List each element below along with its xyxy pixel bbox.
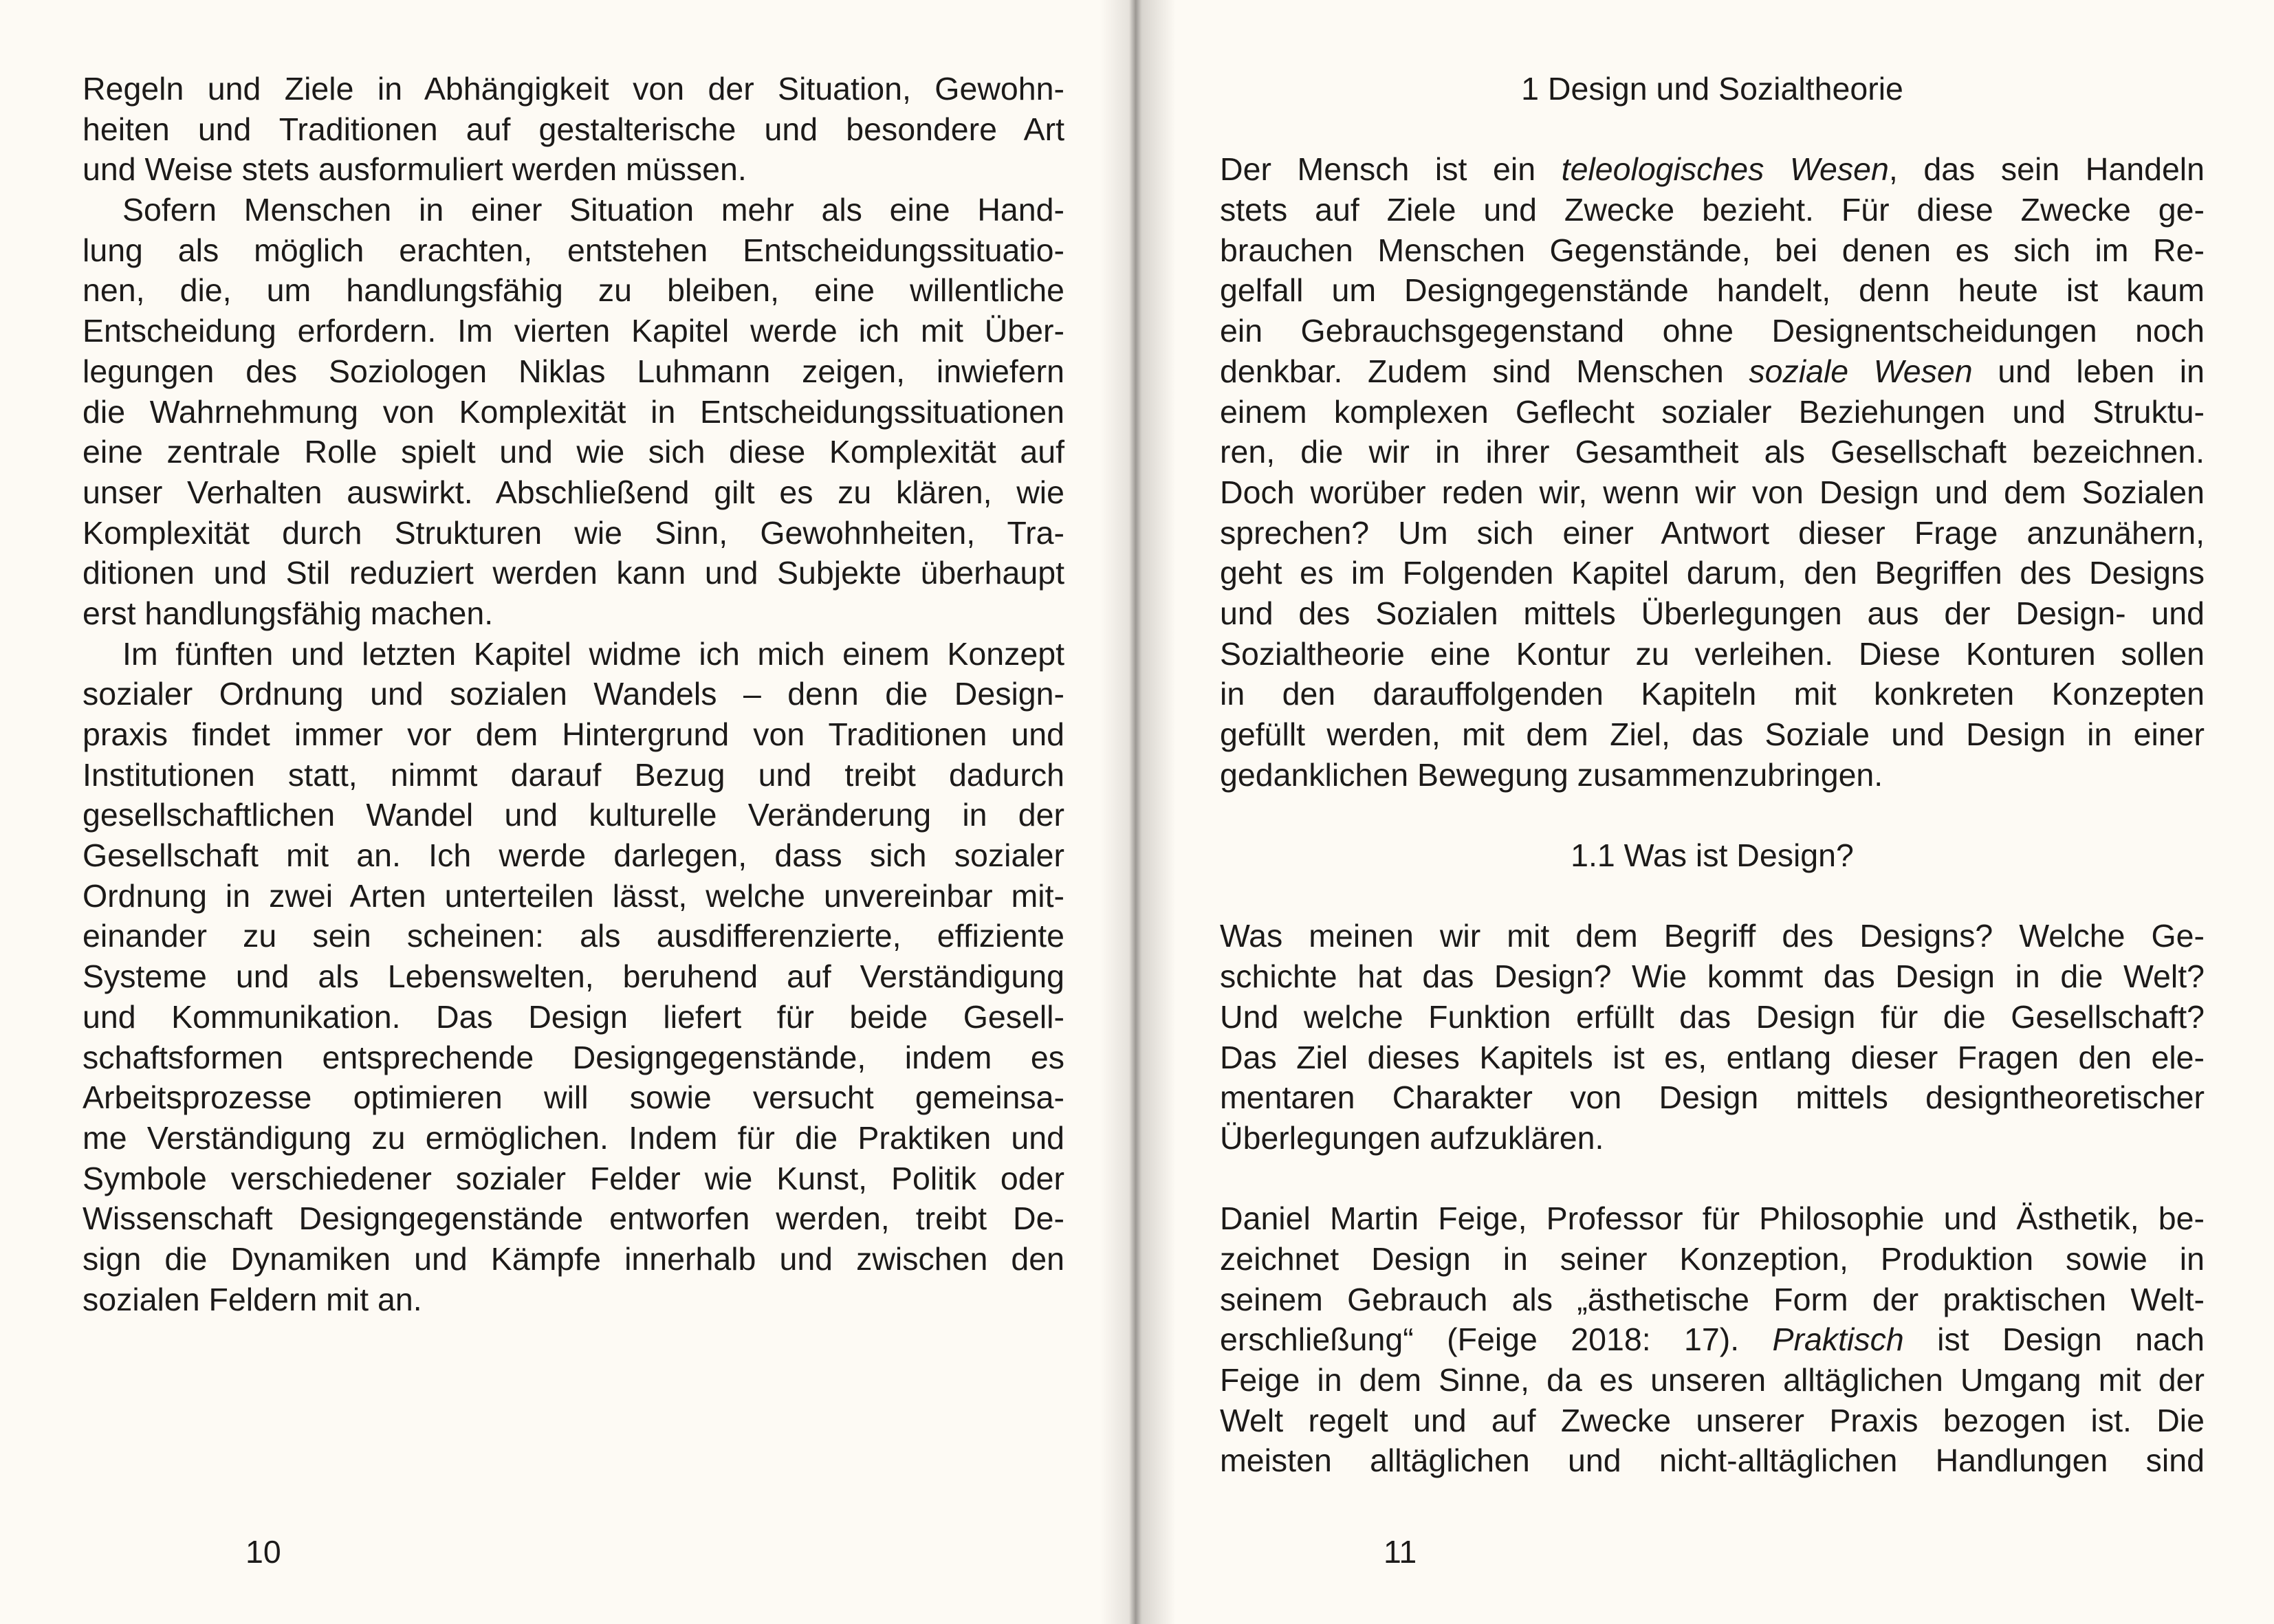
body-line: me Verständigung zu ermöglichen. Indem für die Praktiken und bbox=[83, 1119, 1064, 1156]
body-line: sozialer Ordnung und sozialen Wandels – denn die Design- bbox=[83, 676, 1064, 712]
body-line: Welt regelt und auf Zwecke unserer Praxis bezogen ist. Die bbox=[1220, 1402, 2205, 1438]
body-line: lung als möglich erachten, entstehen Entscheidungssituatio- bbox=[83, 232, 1064, 268]
body-line: schaftsformen entsprechende Designgegenstände, indem es bbox=[83, 1039, 1064, 1075]
body-line: Überlegungen aufzuklären. bbox=[1220, 1119, 1604, 1156]
body-line: Sofern Menschen in einer Situation mehr als eine Hand- bbox=[122, 192, 1064, 228]
body-line: Systeme und als Lebenswelten, beruhend auf Verständigung bbox=[83, 958, 1064, 995]
body-line: ditionen und Stil reduziert werden kann und Subjekte überhaupt bbox=[83, 555, 1064, 591]
body-line: und des Sozialen mittels Überlegungen aus der Design- und bbox=[1220, 595, 2205, 631]
body-line: Und welche Funktion erfüllt das Design für die Gesellschaft? bbox=[1220, 998, 2205, 1035]
body-line: Sozialtheorie eine Kontur zu verleihen. Diese Konturen sollen bbox=[1220, 635, 2205, 672]
body-line: Komplexität durch Strukturen wie Sinn, Gewohnheiten, Tra- bbox=[83, 514, 1064, 551]
body-line: die Wahrnehmung von Komplexität in Entscheidungssituationen bbox=[83, 393, 1064, 430]
body-line: und Kommunikation. Das Design liefert für beide Gesell- bbox=[83, 998, 1064, 1035]
body-line: Institutionen statt, nimmt darauf Bezug und treibt dadurch bbox=[83, 756, 1064, 793]
body-line: meisten alltäglichen und nicht-alltäglichen Handlungen sind bbox=[1220, 1442, 2205, 1479]
body-line: geht es im Folgenden Kapitel darum, den Begriffen des Designs bbox=[1220, 555, 2205, 591]
page-number: 11 bbox=[1384, 1534, 1417, 1570]
body-line: schichte hat das Design? Wie kommt das Design in die Welt? bbox=[1220, 958, 2205, 995]
body-line: zeichnet Design in seiner Konzeption, Produktion sowie in bbox=[1220, 1240, 2205, 1277]
body-line: erschließung“ (Feige 2018: 17). Praktisch ist Design nach bbox=[1220, 1321, 2205, 1358]
body-line: erst handlungsfähig machen. bbox=[83, 595, 494, 631]
body-line: Das Ziel dieses Kapitels ist es, entlang dieser Fragen den ele- bbox=[1220, 1039, 2205, 1075]
right-page-body bbox=[1220, 69, 2205, 1481]
body-line: Ordnung in zwei Arten unterteilen lässt, welche unvereinbar mit- bbox=[83, 877, 1064, 914]
body-line: Feige in dem Sinne, da es unseren alltäglichen Umgang mit der bbox=[1220, 1362, 2205, 1398]
body-line: nen, die, um handlungsfähig zu bleiben, eine willentliche bbox=[83, 272, 1064, 309]
body-line: in den darauffolgenden Kapiteln mit konkreten Konzepten bbox=[1220, 676, 2205, 712]
left-page-body bbox=[83, 69, 1064, 1319]
emphasis: Praktisch bbox=[1772, 1321, 1904, 1358]
page-number: 10 bbox=[245, 1534, 281, 1570]
body-line: eine zentrale Rolle spielt und wie sich diese Komplexität auf bbox=[83, 434, 1064, 470]
body-line: Entscheidung erfordern. Im vierten Kapitel werde ich mit Über- bbox=[83, 313, 1064, 349]
body-line: gedanklichen Bewegung zusammenzubringen. bbox=[1220, 756, 1883, 793]
spacer bbox=[1220, 109, 2205, 150]
spacer bbox=[1220, 1159, 2205, 1199]
spacer bbox=[1220, 876, 2205, 917]
section-heading: 1.1 Was ist Design? bbox=[1571, 837, 1854, 874]
body-line: Im fünften und letzten Kapitel widme ich mich einem Konzept bbox=[122, 635, 1064, 672]
body-line: denkbar. Zudem sind Menschen soziale Wesen und leben in bbox=[1220, 353, 2205, 389]
body-line: legungen des Soziologen Niklas Luhmann zeigen, inwiefern bbox=[83, 353, 1064, 389]
body-line: gefüllt werden, mit dem Ziel, das Soziale und Design in einer bbox=[1220, 716, 2205, 752]
body-line: und Weise stets ausformuliert werden müssen. bbox=[83, 151, 747, 188]
body-line: sozialen Feldern mit an. bbox=[83, 1281, 422, 1317]
left-page bbox=[0, 0, 1131, 1624]
body-line: Arbeitsprozesse optimieren will sowie versucht gemeinsa- bbox=[83, 1079, 1064, 1116]
body-line: sign die Dynamiken und Kämpfe innerhalb und zwischen den bbox=[83, 1240, 1064, 1277]
body-line: mentaren Charakter von Design mittels designtheoretischer bbox=[1220, 1079, 2205, 1116]
right-page bbox=[1143, 0, 2274, 1624]
body-line: Symbole verschiedener sozialer Felder wie Kunst, Politik oder bbox=[83, 1160, 1064, 1196]
emphasis: teleologisches Wesen bbox=[1561, 151, 1889, 188]
body-line: brauchen Menschen Gegenstände, bei denen es sich im Re- bbox=[1220, 232, 2205, 268]
spacer bbox=[1220, 795, 2205, 835]
body-line: Wissenschaft Designgegenstände entworfen werden, treibt De- bbox=[83, 1200, 1064, 1237]
body-line: Gesellschaft mit an. Ich werde darlegen, dass sich sozialer bbox=[83, 837, 1064, 874]
body-line: praxis findet immer vor dem Hintergrund von Traditionen und bbox=[83, 716, 1064, 752]
body-line: unser Verhalten auswirkt. Abschließend gilt es zu klären, wie bbox=[83, 474, 1064, 510]
body-line: ein Gebrauchsgegenstand ohne Designentscheidungen noch bbox=[1220, 313, 2205, 349]
body-line: einander zu sein scheinen: als ausdifferenzierte, effiziente bbox=[83, 918, 1064, 954]
body-line: Doch worüber reden wir, wenn wir von Design und dem Sozialen bbox=[1220, 474, 2205, 510]
body-line: sprechen? Um sich einer Antwort dieser Frage anzunähern, bbox=[1220, 514, 2205, 551]
body-line: Der Mensch ist ein teleologisches Wesen, das sein Handeln bbox=[1220, 151, 2205, 188]
body-line: Regeln und Ziele in Abhängigkeit von der Situation, Gewohn- bbox=[83, 71, 1064, 107]
body-line: gelfall um Designgegenstände handelt, denn heute ist kaum bbox=[1220, 272, 2205, 309]
body-line: ren, die wir in ihrer Gesamtheit als Gesellschaft bezeichnen. bbox=[1220, 434, 2205, 470]
body-line: Daniel Martin Feige, Professor für Philosophie und Ästhetik, be- bbox=[1220, 1200, 2205, 1237]
body-line: seinem Gebrauch als „ästhetische Form der praktischen Welt- bbox=[1220, 1281, 2205, 1317]
chapter-heading: 1 Design und Sozialtheorie bbox=[1521, 71, 1903, 107]
body-line: Was meinen wir mit dem Begriff des Designs? Welche Ge- bbox=[1220, 918, 2205, 954]
body-line: heiten und Traditionen auf gestalterische und besondere Art bbox=[83, 111, 1064, 147]
body-line: gesellschaftlichen Wandel und kulturelle Veränderung in der bbox=[83, 797, 1064, 833]
book-gutter-shadow bbox=[1100, 0, 1176, 1624]
emphasis: soziale Wesen bbox=[1749, 353, 1973, 389]
body-line: stets auf Ziele und Zwecke bezieht. Für diese Zwecke ge- bbox=[1220, 192, 2205, 228]
body-line: einem komplexen Geflecht sozialer Beziehungen und Struktu- bbox=[1220, 393, 2205, 430]
